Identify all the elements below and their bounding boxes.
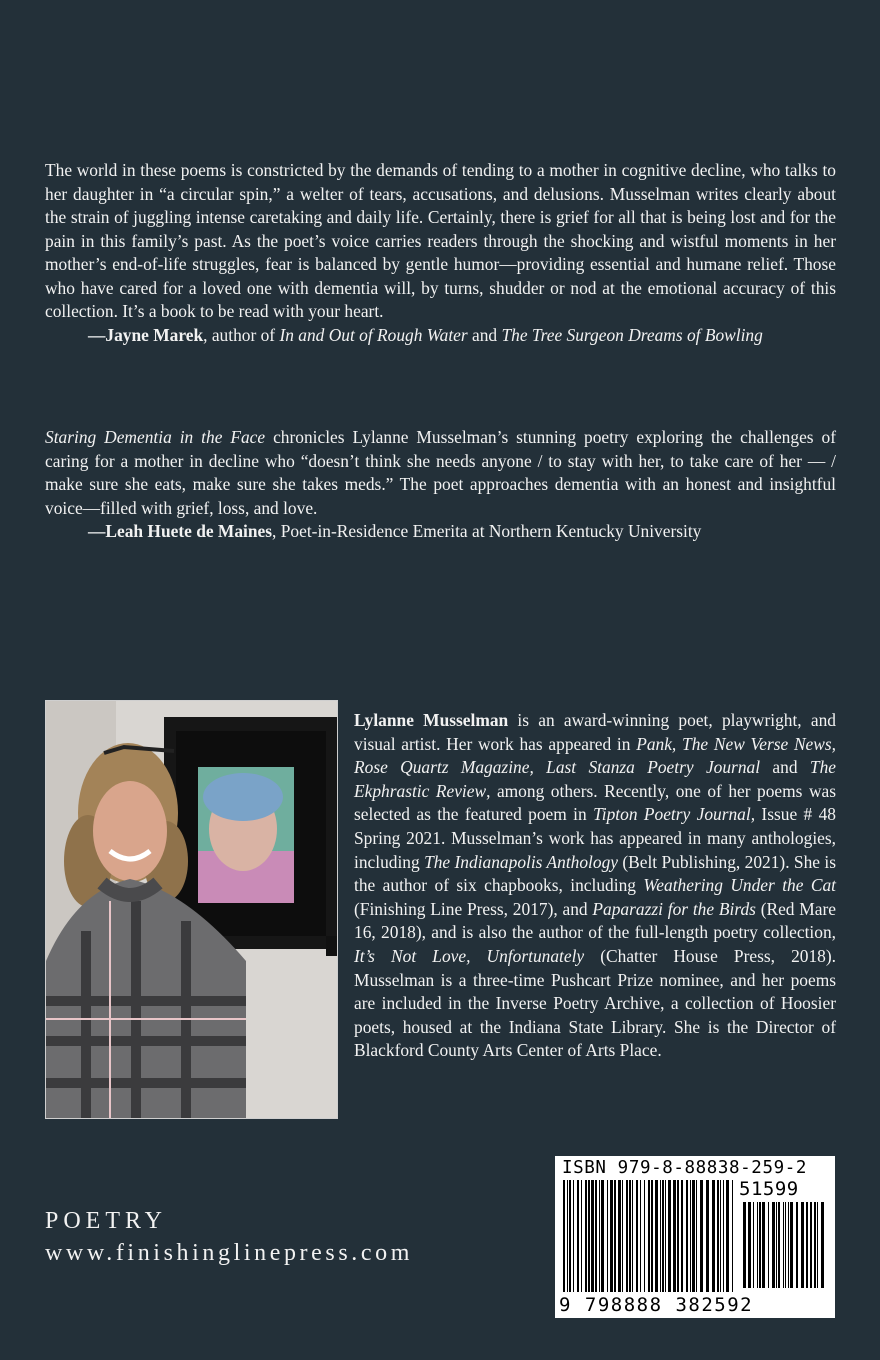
barcode-bar (700, 1180, 703, 1292)
isbn-barcode (555, 1156, 835, 1318)
barcode-bar (629, 1180, 631, 1292)
barcode-bar (801, 1202, 804, 1288)
barcode-bar (626, 1180, 628, 1292)
ean-number: 9 798888 382592 (559, 1294, 754, 1316)
barcode-bar (778, 1202, 780, 1288)
genre-label: POETRY (45, 1208, 168, 1234)
barcode-bar (677, 1180, 679, 1292)
barcode-bar (712, 1180, 715, 1292)
barcode-bar (660, 1180, 661, 1292)
isbn-number: ISBN 979-8-88838-259-2 (562, 1158, 807, 1178)
barcode-bar (726, 1180, 729, 1292)
barcode-bar (599, 1180, 600, 1292)
blurb-maines-attribution: —Leah Huete de Maines, Poet-in-Residence Emerita at Northern Kentucky University (88, 521, 702, 541)
barcode-bar (595, 1180, 597, 1292)
barcode-bar (588, 1180, 590, 1292)
barcode-bar (696, 1180, 697, 1292)
barcode-bar (720, 1180, 721, 1292)
barcode-bar (821, 1202, 824, 1288)
publisher-website: www.finishinglinepress.com (45, 1240, 414, 1266)
barcode-bar (636, 1180, 638, 1292)
barcode-bar (692, 1180, 695, 1292)
barcode-bar (648, 1180, 650, 1292)
barcode-bar (577, 1180, 579, 1292)
author-photo (45, 700, 338, 1119)
price-code: 51599 (739, 1178, 799, 1200)
blurb-maines-text: Staring Dementia in the Face chronicles Lylanne Musselman’s stunning poetry exploring the challenges of caring for a mother in decline who “doesn’t think she needs anyone / to stay with her, to take care of her — / make sure she eats, make sure she takes meds.” The poet approaches dementia with an honest and insightful voice—filled with grief, loss, and love. (45, 427, 836, 518)
barcode-bar (673, 1180, 676, 1292)
barcode-bar (655, 1180, 658, 1292)
barcode-bar (614, 1180, 616, 1292)
barcode-bar (785, 1202, 786, 1288)
barcode-bar (581, 1180, 582, 1292)
barcode-bar (810, 1202, 812, 1288)
author-bio: Lylanne Musselman is an award-winning poet, playwright, and visual artist. Her work has appeared in Pank, The New Verse News, Rose Quartz Magazine, Last Stanza Poetry Journal and The Ekphrastic Review, among others. Recently, one of her poems was selected as the featured poem in Tipton Poetry Journal, Issue # 48 Spring 2021. Musselman’s work has appeared in many anthologies, including The Indianapolis Anthology (Belt Publishing, 2021). She is the author of six chapbooks, including Weathering Under the Cat (Finishing Line Press, 2017), and Paparazzi for the Birds (Red Mare 16, 2018), and is also the author of the full-length poetry collection, It’s Not Love, Unfortunately (Chatter House Press, 2018). Musselman is a three-time Pushcart Prize nominee, and her poems are included in the Inverse Poetry Archive, a collection of Hoosier poets, housed at the Indiana State Library. She is the Director of Blackford County Arts Center of Arts Place. (354, 710, 836, 1061)
barcode-bar (757, 1202, 758, 1288)
barcode-bar (706, 1180, 709, 1292)
barcode-bar (632, 1180, 633, 1292)
ean-barcode-bars (563, 1180, 735, 1296)
barcode-bar (665, 1180, 666, 1292)
barcode-bar (768, 1202, 769, 1288)
price-addon-bars (743, 1202, 825, 1288)
barcode-bar (776, 1202, 777, 1288)
barcode-bar (573, 1180, 574, 1292)
blurb-marek (45, 159, 836, 347)
book-title: Staring Dementia in the Face (45, 427, 266, 447)
barcode-bar (591, 1180, 594, 1292)
barcode-bar (772, 1202, 775, 1288)
barcode-bar (651, 1180, 653, 1292)
barcode-bar (610, 1180, 613, 1292)
barcode-bar (759, 1202, 761, 1288)
barcode-bar (569, 1180, 571, 1292)
barcode-bar (662, 1180, 664, 1292)
barcode-bar (783, 1202, 784, 1288)
barcode-bar (601, 1180, 604, 1292)
barcode-bar (753, 1202, 754, 1288)
blurb-marek-text: The world in these poems is constricted by the demands of tending to a mother in cognitive decline, who talks to her daughter in “a circular spin,” a welter of tears, accusations, and delusions. Musselman writes clearly about the strain of juggling intense caretaking and daily life. Certainly, there is grief for all that is being lost and for the pain in this family’s past. As the poet’s voice carries readers through the shocking and wistful moments in her mother’s end-of-life struggles, fear is balanced by gentle humor—providing essential and humane relief. Those who have cared for a loved one with dementia will, by turns, shudder or nod at the emotional accuracy of this collection. It’s a book to be read with your heart. (45, 160, 836, 321)
barcode-bar (790, 1202, 793, 1288)
barcode-bar (743, 1202, 746, 1288)
barcode-bar (618, 1180, 621, 1292)
barcode-bar (686, 1180, 688, 1292)
barcode-bar (585, 1180, 587, 1292)
barcode-bar (762, 1202, 765, 1288)
barcode-bar (717, 1180, 719, 1292)
barcode-bar (622, 1180, 623, 1292)
barcode-bar (681, 1180, 683, 1292)
author-name: Lylanne Musselman (354, 710, 509, 730)
barcode-bar (668, 1180, 671, 1292)
barcode-bar (563, 1180, 565, 1292)
blurb-marek-attribution: —Jayne Marek, author of In and Out of Rough Water and The Tree Surgeon Dreams of Bowling (88, 324, 763, 345)
barcode-bar (640, 1180, 641, 1292)
barcode-bar (732, 1180, 733, 1292)
barcode-bar (788, 1202, 789, 1288)
barcode-bar (817, 1202, 818, 1288)
barcode-bar (814, 1202, 816, 1288)
barcode-bar (748, 1202, 751, 1288)
barcode-bar (806, 1202, 808, 1288)
barcode-bar (796, 1202, 798, 1288)
barcode-bar (607, 1180, 608, 1292)
barcode-bar (567, 1180, 568, 1292)
blurb-maines (45, 426, 836, 544)
barcode-bar (690, 1180, 691, 1292)
barcode-bar (644, 1180, 645, 1292)
barcode-bar (723, 1180, 724, 1292)
